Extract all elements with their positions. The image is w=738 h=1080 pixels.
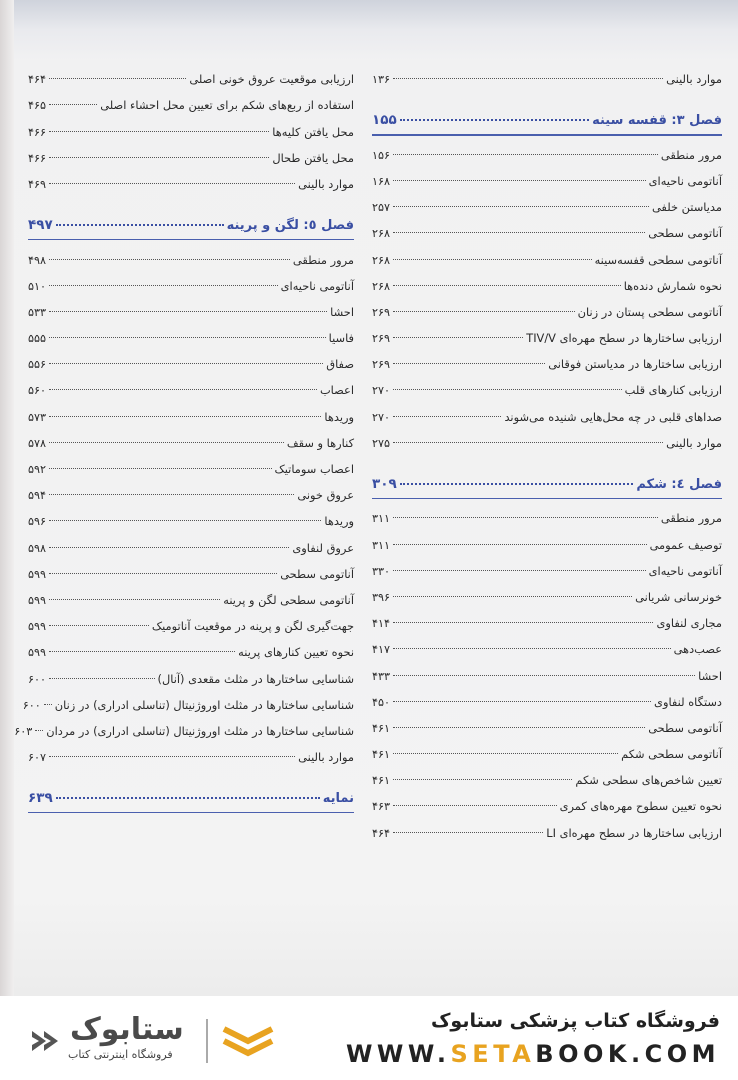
toc-page-number: ۲۷۵: [372, 436, 391, 450]
dot-leader: [400, 483, 634, 485]
toc-entry: [28, 267, 354, 293]
toc-page-number: ۵۹۹: [28, 567, 47, 581]
toc-chapter-heading: [28, 209, 354, 233]
dot-leader: [393, 154, 658, 155]
logo-subtitle: فروشگاه اینترنتی کتاب: [68, 1048, 173, 1061]
toc-entry-title: عروق لنفاوی: [292, 540, 354, 555]
toc-entry-title: ارزیابی کنارهای قلب: [624, 383, 722, 398]
toc-entry: [372, 267, 722, 293]
toc-entry: [28, 397, 354, 423]
toc-entry: [28, 633, 354, 659]
toc-entry-title: صفاق: [326, 357, 354, 372]
toc-entry: [372, 136, 722, 162]
toc-entry: [372, 240, 722, 266]
toc-entry-title: آناتومی سطحی: [648, 720, 722, 735]
toc-page-number: ۴۶۱: [372, 774, 391, 788]
dot-leader: [49, 520, 321, 521]
dot-leader: [49, 442, 284, 443]
toc-page-number: ۱۳۶: [372, 73, 391, 87]
toc-page-number: ۱۶۸: [372, 174, 391, 188]
toc-entry-title: تعیین شاخص‌های سطحی شکم: [575, 773, 722, 788]
dot-leader: [49, 599, 220, 600]
toc-page-number: ۶۳۹: [28, 790, 53, 807]
toc-entry: [372, 371, 722, 397]
dot-leader: [393, 416, 501, 417]
toc-entry-title: محل یافتن کلیه‌ها: [272, 124, 354, 139]
toc-entry-title: احشا: [330, 304, 354, 319]
toc-entry-title: مجاری لنفاوی: [656, 616, 722, 631]
toc-page-number: ۵۵۵: [28, 332, 47, 346]
toc-entry-title: آناتومی ناحیه‌ای: [648, 563, 722, 578]
toc-entry-title: موارد بالینی: [298, 176, 354, 191]
toc-entry-title: دستگاه لنفاوی: [654, 694, 722, 709]
toc-entry-title: خونرسانی شریانی: [635, 589, 722, 604]
toc-page-number: ۵۹۶: [28, 515, 47, 529]
toc-entry: [372, 787, 722, 813]
dot-leader: [393, 596, 632, 597]
toc-entry-title: ارزیابی ساختارها در سطح مهره‌ای TIV/V: [526, 331, 722, 346]
toc-entry-title: موارد بالینی: [666, 72, 722, 87]
dot-leader: [393, 544, 647, 545]
toc-page-number: ۲۷۰: [372, 384, 391, 398]
dot-leader: [49, 468, 272, 469]
store-url: [346, 1040, 720, 1068]
dot-leader: [393, 701, 651, 702]
toc-page-number: ۵۹۹: [28, 620, 47, 634]
dot-leader: [393, 675, 695, 676]
toc-entry-title: نمایه: [322, 791, 354, 807]
toc-entry-title: اعصاب سوماتیک: [274, 462, 354, 477]
url-highlight: SETA: [450, 1040, 536, 1068]
toc-page-number: ۶۰۰: [28, 672, 47, 686]
dot-leader: [49, 104, 97, 105]
toc-entry-title: وریدها: [324, 514, 354, 529]
toc-entry: [14, 712, 354, 738]
toc-page-number: ۲۶۹: [372, 358, 391, 372]
toc-entry-title: مرور منطقی: [660, 511, 722, 526]
toc-page-number: ۲۷۰: [372, 410, 391, 424]
toc-entry-title: مرور منطقی: [660, 147, 722, 162]
dot-leader: [393, 285, 621, 286]
toc-entry: [372, 499, 722, 525]
toc-page-number: ۴۶۳: [372, 800, 391, 814]
dot-leader: [49, 259, 290, 260]
toc-page-number: ۵۹۹: [28, 646, 47, 660]
toc-entry: [372, 397, 722, 423]
toc-entry-title: آناتومی سطحی: [280, 566, 354, 581]
dot-leader: [400, 119, 589, 121]
dot-leader: [49, 131, 269, 132]
toc-page-number: ۴۱۴: [372, 617, 391, 631]
toc-page-number: ۳۱۱: [372, 512, 391, 526]
toc-entry-title: فصل ٥: لگن و پرینه: [226, 217, 354, 233]
toc-page-number: ۵۱۰: [28, 279, 47, 293]
toc-entry-title: آناتومی سطحی پستان در زنان: [577, 304, 722, 319]
toc-page-number: ۳۱۱: [372, 538, 391, 552]
toc-entry: [372, 162, 722, 188]
toc-entry: [28, 86, 354, 112]
toc-entry-title: آناتومی ناحیه‌ای: [280, 278, 354, 293]
toc-entry: [372, 813, 722, 839]
toc-entry: [28, 424, 354, 450]
toc-page-number: ۵۹۲: [28, 463, 47, 477]
toc-entry: [28, 371, 354, 397]
toc-page-number: ۴۹۸: [28, 253, 47, 267]
toc-page-number: ۵۳۳: [28, 305, 47, 319]
dot-leader: [393, 727, 645, 728]
toc-page-number: ۲۶۸: [372, 227, 391, 241]
toc-page-number: ۴۶۴: [28, 73, 47, 87]
toc-entry: [28, 607, 354, 633]
toc-entry-title: اعصاب: [319, 383, 354, 398]
store-footer: [0, 996, 738, 1080]
toc-page-number: ۴۳۳: [372, 669, 391, 683]
toc-entry: [372, 656, 722, 682]
toc-page-number: ۴۶۱: [372, 721, 391, 735]
url-suffix: .COM: [630, 1040, 720, 1068]
toc-entry-title: وریدها: [324, 409, 354, 424]
toc-entry: [22, 686, 354, 712]
toc-entry: [28, 738, 354, 764]
toc-page-number: ۵۷۸: [28, 436, 47, 450]
toc-page-number: ۴۶۶: [28, 151, 47, 165]
toc-page-number: ۵۵۶: [28, 358, 47, 372]
toc-entry-title: فاسیا: [328, 331, 354, 346]
toc-entry: [28, 476, 354, 502]
toc-entry-title: شناسایی ساختارها در مثلث اوروژنیتال (تناسلی ادراری) در مردان: [46, 723, 354, 738]
dot-leader: [49, 547, 289, 548]
dot-leader: [49, 651, 235, 652]
toc-entry: [372, 424, 722, 450]
toc-entry: [28, 60, 354, 86]
dot-leader: [49, 494, 294, 495]
dot-leader: [393, 311, 575, 312]
toc-page-number: ۲۶۸: [372, 253, 391, 267]
dot-leader: [393, 259, 592, 260]
dot-leader: [49, 78, 186, 79]
toc-entry: [28, 345, 354, 371]
dot-leader: [49, 157, 269, 158]
toc-entry-title: مرور منطقی: [292, 252, 354, 267]
dot-leader: [49, 756, 295, 757]
dot-leader: [393, 78, 663, 79]
dot-leader: [393, 389, 622, 390]
toc-entry: [372, 319, 722, 345]
toc-entry-title: آناتومی ناحیه‌ای: [648, 173, 722, 188]
toc-page-number: ۲۶۹: [372, 332, 391, 346]
toc-entry-title: محل یافتن طحال: [272, 150, 354, 165]
toc-page-number: ۲۶۹: [372, 305, 391, 319]
toc-entry: [372, 578, 722, 604]
toc-page-number: ۵۷۳: [28, 410, 47, 424]
toc-entry: [28, 240, 354, 266]
dot-leader: [49, 285, 278, 286]
dot-leader: [49, 625, 149, 626]
dot-leader: [49, 337, 326, 338]
toc-page-number: ۵۹۴: [28, 489, 47, 503]
toc-entry-title: آناتومی سطحی شکم: [621, 747, 722, 762]
store-name: فروشگاه کتاب پزشکی ستابوک: [430, 1010, 720, 1032]
toc-entry-title: آناتومی سطحی: [648, 226, 722, 241]
toc-page-number: ۳۹۶: [372, 590, 391, 604]
toc-entry-title: موارد بالینی: [298, 750, 354, 765]
dot-leader: [393, 180, 646, 181]
toc-page-number: ۴۶۱: [372, 748, 391, 762]
dot-leader: [49, 183, 295, 184]
dot-leader: [44, 704, 52, 705]
toc-page-number: ۴۶۴: [372, 826, 391, 840]
toc-entry-title: نحوه شمارش دنده‌ها: [623, 278, 722, 293]
toc-page-number: ۳۳۰: [372, 564, 391, 578]
toc-chapter-heading: [28, 782, 354, 806]
toc-entry-title: احشا: [698, 668, 722, 683]
toc-entry: [28, 139, 354, 165]
toc-entry-title: آناتومی سطحی لگن و پرینه: [223, 592, 354, 607]
toc-entry-title: عصب‌دهی: [673, 642, 722, 657]
dot-leader: [49, 573, 277, 574]
toc-page-number: ۴۹۷: [28, 216, 53, 233]
toc-page-number: ۴۱۷: [372, 643, 391, 657]
toc-entry-title: نحوه تعیین سطوح مهره‌های کمری: [559, 799, 722, 814]
toc-page-number: ۴۶۶: [28, 125, 47, 139]
dot-leader: [393, 232, 645, 233]
toc-page-number: ۳۰۹: [372, 475, 397, 492]
url-middle: BOOK: [535, 1040, 631, 1068]
toc-entry-title: نحوه تعیین کنارهای پرینه: [238, 645, 354, 660]
toc-left-column: [14, 60, 354, 813]
dot-leader: [393, 570, 646, 571]
toc-entry: [28, 555, 354, 581]
dot-leader: [49, 363, 323, 364]
toc-entry-title: موارد بالینی: [666, 435, 722, 450]
toc-entry-title: ارزیابی موقعیت عروق خونی اصلی: [189, 72, 354, 87]
toc-entry: [372, 735, 722, 761]
toc-entry: [372, 709, 722, 735]
toc-page-number: ۲۶۸: [372, 279, 391, 293]
toc-page-number: ۵۹۹: [28, 593, 47, 607]
dot-leader: [393, 648, 671, 649]
toc-entry-title: جهت‌گیری لگن و پرینه در موقعیت آناتومیک: [151, 619, 354, 634]
toc-entry: [28, 581, 354, 607]
toc-entry: [372, 604, 722, 630]
toc-entry: [28, 319, 354, 345]
toc-chapter-heading: [372, 468, 722, 492]
toc-page-number: ۲۵۷: [372, 201, 391, 215]
toc-entry-title: کنارها و سقف: [286, 435, 354, 450]
dot-leader: [393, 517, 658, 518]
toc-page-number: ۶۰۰: [22, 698, 41, 712]
chapter-rule: [28, 812, 354, 813]
toc-entry: [28, 112, 354, 138]
dot-leader: [49, 416, 321, 417]
toc-entry: [28, 450, 354, 476]
toc-entry-title: مدیاستن خلفی: [651, 200, 722, 215]
toc-page-number: ۶۰۷: [28, 751, 47, 765]
toc-entry-title: شناسایی ساختارها در مثلث مقعدی (آنال): [157, 671, 354, 686]
toc-entry: [28, 659, 354, 685]
dot-leader: [393, 779, 572, 780]
toc-entry-title: صداهای قلبی در چه محل‌هایی شنیده می‌شوند: [504, 409, 722, 424]
toc-entry: [28, 528, 354, 554]
toc-right-column: [372, 60, 722, 840]
toc-entry: [28, 502, 354, 528]
dot-leader: [393, 753, 618, 754]
dot-leader: [35, 730, 43, 731]
toc-entry-title: فصل ٤: شکم: [636, 476, 722, 492]
toc-entry: [372, 525, 722, 551]
toc-page-number: ۱۵۵: [372, 112, 397, 129]
toc-page-number: ۴۶۹: [28, 177, 47, 191]
dot-leader: [393, 622, 653, 623]
dot-leader: [49, 311, 327, 312]
dot-leader: [49, 389, 317, 390]
toc-page-number: ۵۶۰: [28, 384, 47, 398]
toc-entry: [372, 630, 722, 656]
dot-leader: [56, 797, 320, 799]
toc-entry-title: استفاده از ربع‌های شکم برای تعیین محل احشاء اصلی: [100, 98, 354, 113]
toc-page-number: ۵۹۸: [28, 541, 47, 555]
dot-leader: [56, 224, 224, 226]
toc-entry: [372, 214, 722, 240]
logo-wordmark: ستابوک: [70, 1012, 184, 1047]
dot-leader: [393, 206, 649, 207]
toc-entry-title: ارزیابی ساختارها در مدیاستن فوقانی: [548, 357, 722, 372]
toc-entry: [372, 683, 722, 709]
dot-leader: [393, 337, 523, 338]
toc-entry: [372, 552, 722, 578]
dot-leader: [393, 832, 543, 833]
toc-entry: [372, 188, 722, 214]
toc-entry-title: شناسایی ساختارها در مثلث اوروژنیتال (تناسلی ادراری) در زنان: [54, 697, 354, 712]
toc-page-number: ۴۶۵: [28, 99, 47, 113]
toc-chapter-heading: [372, 104, 722, 128]
toc-page-number: ۴۵۰: [372, 695, 391, 709]
toc-entry-title: عروق خونی: [297, 488, 354, 503]
toc-entry: [372, 761, 722, 787]
toc-entry-title: فصل ۳: قفسه سینه: [592, 113, 722, 129]
toc-page-number: ۱۵۶: [372, 148, 391, 162]
dot-leader: [393, 442, 663, 443]
toc-entry: [372, 293, 722, 319]
toc-entry-title: توصیف عمومی: [649, 537, 722, 552]
url-prefix: WWW.: [345, 1040, 451, 1068]
toc-entry: [372, 345, 722, 371]
toc-entry: [28, 293, 354, 319]
dot-leader: [393, 805, 557, 806]
toc-entry-title: ارزیابی ساختارها در سطح مهره‌ای LI: [546, 825, 722, 840]
dot-leader: [49, 678, 155, 679]
dot-leader: [393, 363, 545, 364]
toc-entry-title: آناتومی سطحی قفسه‌سینه: [594, 252, 722, 267]
toc-entry: [372, 60, 722, 86]
toc-entry: [28, 165, 354, 191]
toc-page-number: ۶۰۳: [14, 724, 33, 738]
